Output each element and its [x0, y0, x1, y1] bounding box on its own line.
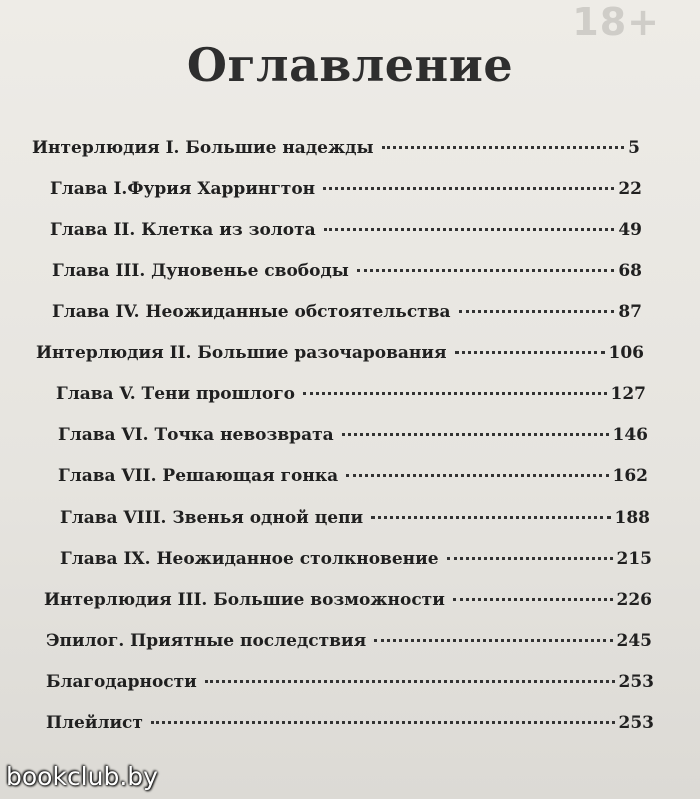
- toc-entry-label: Интерлюдия II. Большие разочарования: [36, 343, 447, 363]
- toc-entry: [60, 508, 650, 536]
- toc-entry-label: Глава VII. Решающая гонка: [58, 466, 339, 486]
- toc-entry: [58, 466, 648, 494]
- toc-entry-label: Глава IX. Неожиданное столкновение: [60, 549, 439, 569]
- toc-entry-page: 253: [618, 672, 654, 692]
- toc-entry: [46, 713, 654, 741]
- toc-entry-page: 127: [610, 384, 646, 404]
- toc-entry-page: 146: [612, 425, 648, 445]
- age-rating-mark: 18+: [572, 0, 660, 44]
- dot-leader: [151, 721, 615, 724]
- toc-entry-label: Глава IV. Неожиданные обстоятельства: [52, 302, 451, 322]
- toc-entry-label: Глава I.Фурия Харрингтон: [50, 179, 316, 199]
- toc-entry-page: 226: [616, 590, 652, 610]
- toc-entry-page: 49: [618, 220, 642, 240]
- toc-entry-label: Эпилог. Приятные последствия: [46, 631, 367, 651]
- toc-entry-page: 215: [616, 549, 652, 569]
- toc-entry-page: 68: [618, 261, 642, 281]
- toc-entry: [46, 672, 654, 700]
- toc-entry-page: 87: [618, 302, 642, 322]
- toc-entry: [60, 549, 652, 577]
- dot-leader: [357, 269, 614, 272]
- toc-entry: [52, 302, 642, 330]
- toc-entry-page: 253: [618, 713, 654, 733]
- toc-entry: [58, 425, 648, 453]
- toc-entry-label: Глава VIII. Звенья одной цепи: [60, 508, 364, 528]
- toc-entry: [56, 384, 646, 412]
- dot-leader: [303, 392, 607, 395]
- dot-leader: [374, 639, 612, 642]
- dot-leader: [324, 228, 615, 231]
- dot-leader: [371, 516, 610, 519]
- toc-entry-page: 22: [618, 179, 642, 199]
- dot-leader: [459, 310, 615, 313]
- toc-entry-page: 188: [614, 508, 650, 528]
- toc-entry-page: 5: [628, 138, 640, 158]
- toc-entry-label: Благодарности: [46, 672, 197, 692]
- dot-leader: [346, 474, 608, 477]
- toc-entry-label: Интерлюдия I. Большие надежды: [32, 138, 374, 158]
- toc-entry-label: Глава V. Тени прошлого: [56, 384, 295, 404]
- dot-leader: [447, 557, 613, 560]
- toc-entry: [50, 220, 642, 248]
- toc-entry: [50, 179, 642, 207]
- toc-entry: [44, 590, 652, 618]
- dot-leader: [342, 433, 609, 436]
- dot-leader: [382, 146, 625, 149]
- toc-entry-label: Глава II. Клетка из золота: [50, 220, 316, 240]
- toc-entry-label: Глава VI. Точка невозврата: [58, 425, 334, 445]
- toc-entry-label: Глава III. Дуновенье свободы: [52, 261, 349, 281]
- toc-entry-page: 106: [608, 343, 644, 363]
- dot-leader: [455, 351, 605, 354]
- dot-leader: [323, 187, 614, 190]
- dot-leader: [453, 598, 613, 601]
- toc-entry-label: Плейлист: [46, 713, 143, 733]
- toc-entry: [32, 138, 640, 166]
- toc-entry-page: 162: [612, 466, 648, 486]
- dot-leader: [205, 680, 615, 683]
- toc-entry: [46, 631, 652, 659]
- watermark-text: bookclub.by: [6, 762, 158, 791]
- page-title: Оглавление: [186, 38, 514, 92]
- toc-entry: [36, 343, 644, 371]
- toc-entry-label: Интерлюдия III. Большие возможности: [44, 590, 445, 610]
- toc-entry: [52, 261, 642, 289]
- toc-entry-page: 245: [616, 631, 652, 651]
